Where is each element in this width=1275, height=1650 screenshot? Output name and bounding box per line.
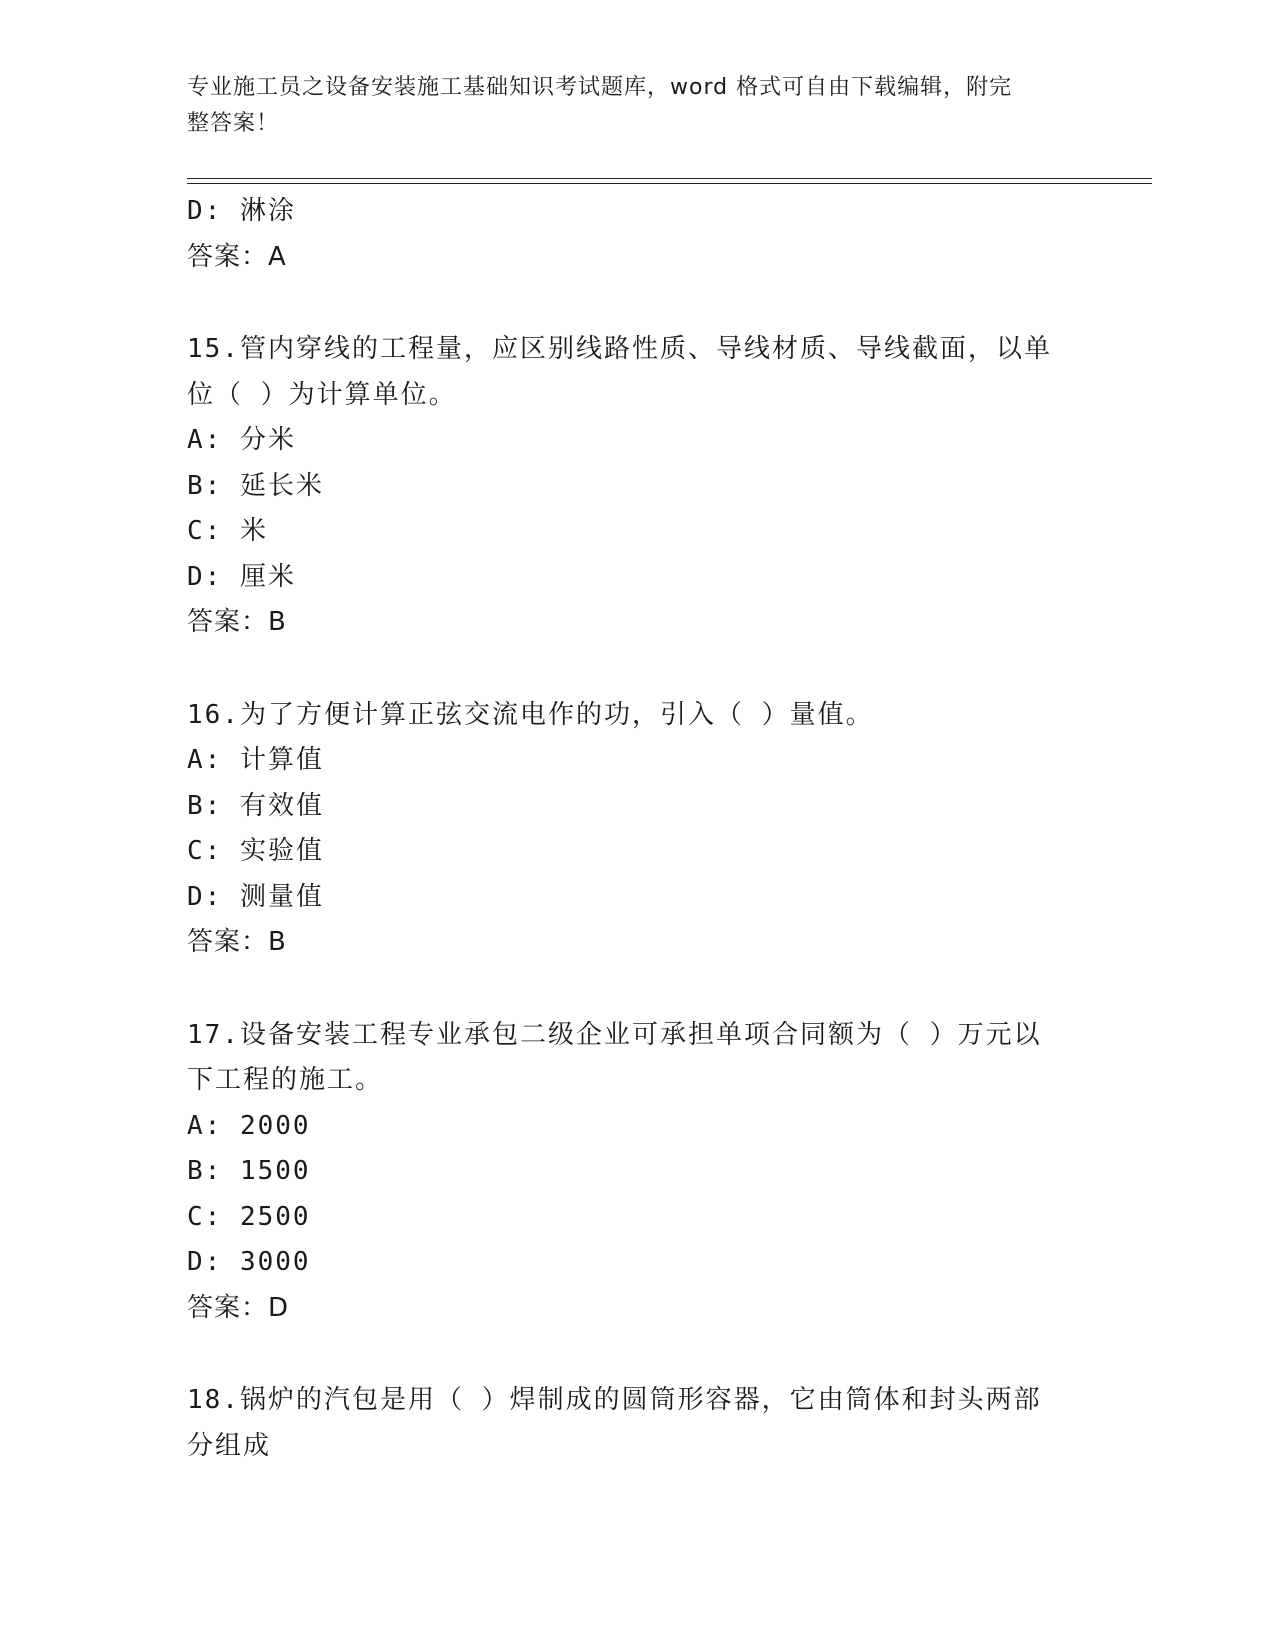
question-16-option-d: D: 测量值	[187, 881, 324, 912]
question-15-stem-line-1: 15.管内穿线的工程量，应区别线路性质、导线材质、导线截面，以单	[187, 334, 1052, 364]
question-18-stem-line-2: 分组成	[187, 1430, 272, 1461]
question-17	[187, 1013, 1087, 1332]
header-divider-top	[187, 178, 1152, 179]
question-17-option-d: D: 3000	[187, 1247, 311, 1277]
question-15-option-c: C: 米	[187, 516, 268, 546]
question-15-stem-line-2: 位（ ）为计算单位。	[187, 379, 457, 410]
question-17-stem-line-1: 17.设备安装工程专业承包二级企业可承担单项合同额为（ ）万元以	[187, 1019, 1042, 1050]
question-15-option-b: B: 延长米	[187, 470, 324, 501]
question-spacer	[187, 280, 1087, 327]
question-spacer	[187, 646, 1087, 693]
question-14-option-d: D: 淋涂	[187, 196, 296, 226]
question-14	[187, 189, 1087, 280]
header-divider-bottom	[187, 183, 1152, 184]
question-15-option-d: D: 厘米	[187, 561, 296, 592]
question-14-answer: 答案：A	[187, 241, 287, 272]
question-17-stem-line-2: 下工程的施工。	[187, 1065, 384, 1095]
question-17-option-a: A: 2000	[187, 1110, 311, 1141]
question-spacer	[187, 966, 1087, 1013]
question-list	[187, 189, 1087, 1469]
question-18	[187, 1378, 1087, 1469]
question-15-option-a: A: 分米	[187, 425, 296, 455]
document-header	[187, 70, 1067, 142]
question-16-option-b: B: 有效值	[187, 790, 324, 821]
question-17-answer: 答案：D	[187, 1292, 290, 1323]
header-title-line-2: 整答案！	[187, 111, 280, 136]
header-title-line-1: 专业施工员之设备安装施工基础知识考试题库，word 格式可自由下载编辑，附完	[187, 75, 1013, 100]
question-15	[187, 327, 1087, 646]
question-18-stem-line-1: 18.锅炉的汽包是用（ ）焊制成的圆筒形容器，它由筒体和封头两部	[187, 1385, 1042, 1415]
question-15-answer: 答案：B	[187, 607, 287, 637]
question-16	[187, 693, 1087, 966]
question-16-option-c: C: 实验值	[187, 836, 324, 866]
question-16-option-a: A: 计算值	[187, 745, 324, 775]
question-16-answer: 答案：B	[187, 927, 287, 957]
question-16-stem-line-1: 16.为了方便计算正弦交流电作的功，引入（ ）量值。	[187, 699, 874, 730]
question-17-option-c: C: 2500	[187, 1201, 311, 1232]
question-spacer	[187, 1331, 1087, 1378]
question-17-option-b: B: 1500	[187, 1156, 311, 1186]
